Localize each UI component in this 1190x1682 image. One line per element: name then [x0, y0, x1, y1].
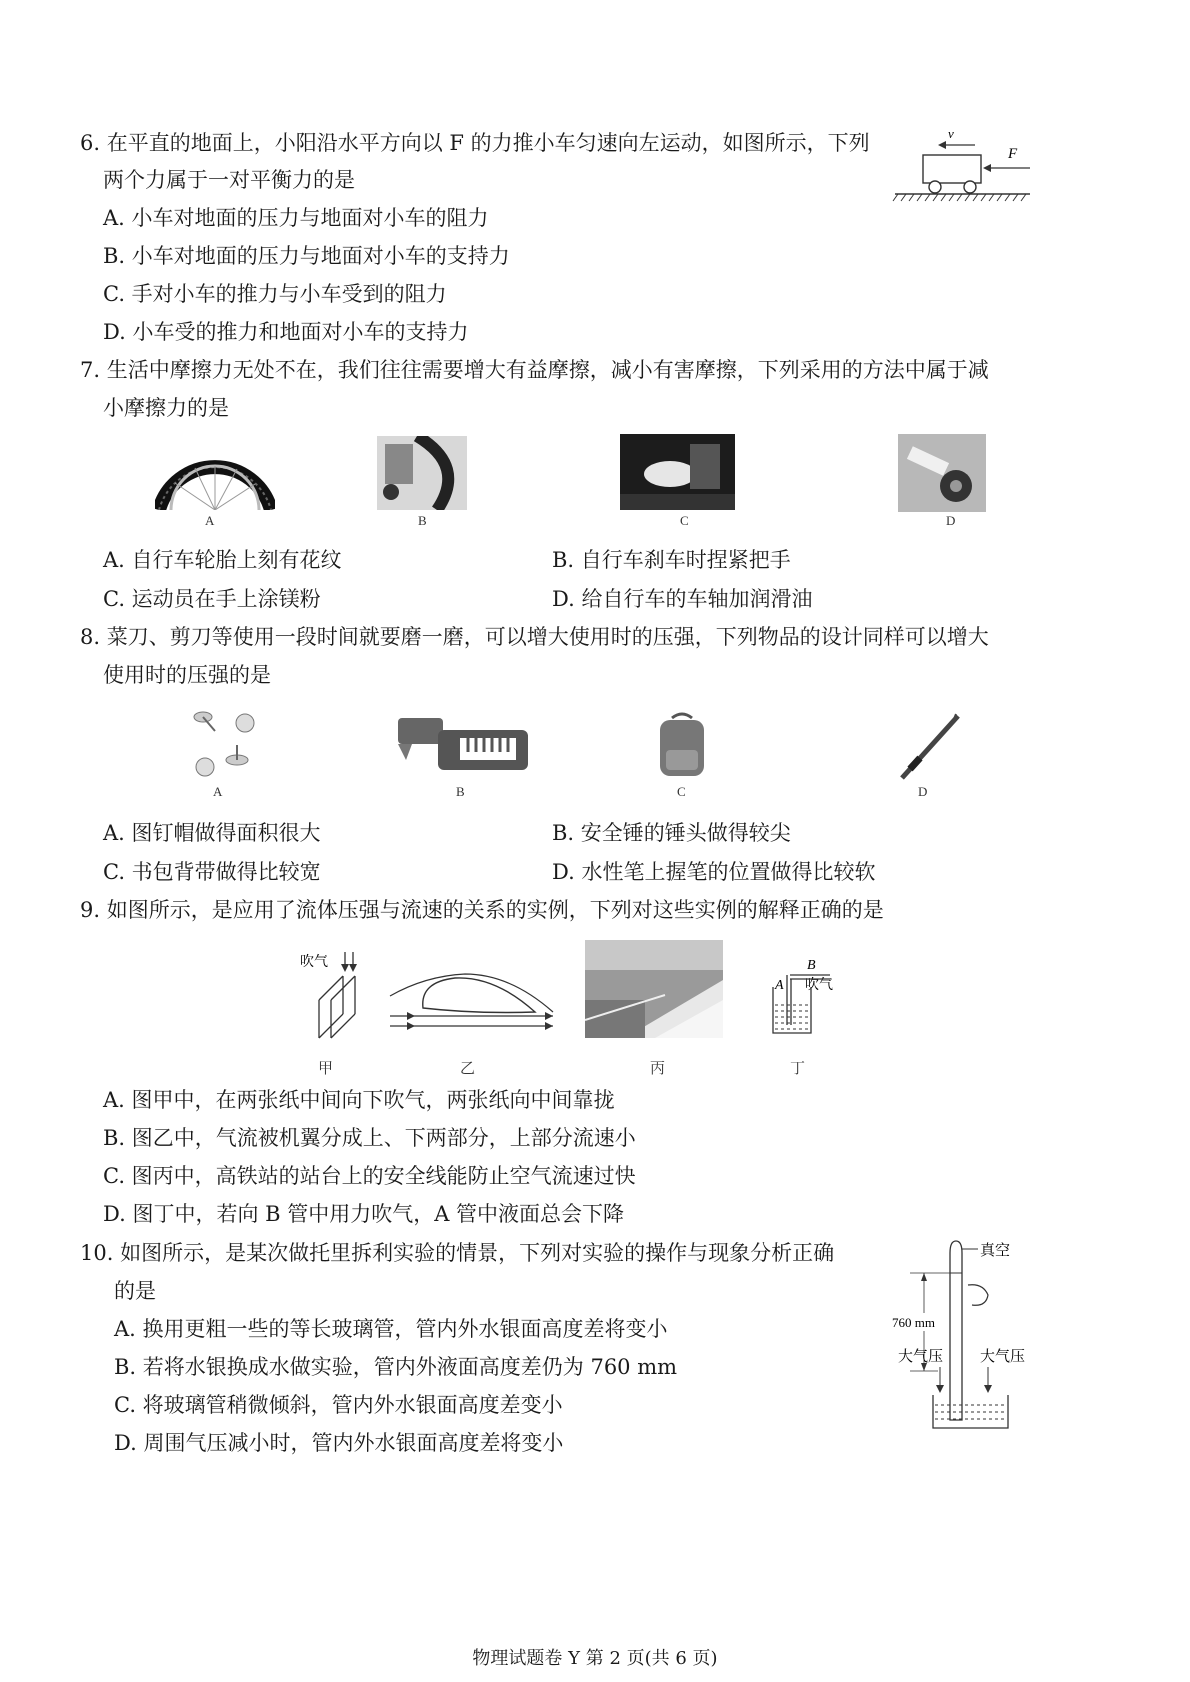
q9-option-a: A. 图甲中，在两张纸中间向下吹气，两张纸向中间靠拢 [103, 1088, 615, 1112]
q9-blow-label-ding: 吹气 [805, 977, 833, 993]
q9-stem: 9. 如图所示，是应用了流体压强与流速的关系的实例，下列对这些实例的解释正确的是 [80, 898, 884, 922]
q9-option-b: B. 图乙中，气流被机翼分成上、下两部分，上部分流速小 [103, 1126, 636, 1150]
q10-atm-left-label: 大气压 [898, 1347, 944, 1365]
q7-option-b: B. 自行车刹车时捏紧把手 [552, 548, 791, 572]
q7-stem-line1: 7. 生活中摩擦力无处不在，我们往往需要增大有益摩擦，减小有害摩擦，下列采用的方法中属于减 [80, 358, 989, 382]
q6-option-d: D. 小车受的推力和地面对小车的支持力 [103, 320, 469, 344]
q6-cart-figure [890, 125, 1040, 210]
q9-figure-label-jia: 甲 [318, 1061, 334, 1077]
q8-figure-label-d: D [918, 784, 928, 799]
q7-image-b-bicycle-brake [377, 436, 467, 510]
q6-option-c: C. 手对小车的推力与小车受到的阻力 [103, 282, 447, 306]
q6-velocity-label: v [948, 126, 954, 141]
q9-figure-jia-papers [295, 950, 375, 1045]
q7-figure-label-b: B [418, 513, 427, 528]
q7-option-d: D. 给自行车的车轴加润滑油 [552, 587, 813, 611]
q9-tube-b-label: B [807, 958, 816, 973]
q8-option-b: B. 安全锤的锤头做得较尖 [552, 821, 791, 845]
q8-image-a-thumbtacks [185, 705, 265, 780]
q6-stem-line1: 6. 在平直的地面上，小阳沿水平方向以 F 的力推小车匀速向左运动，如图所示，下列 [80, 131, 870, 155]
q10-vacuum-label: 真空 [980, 1241, 1011, 1259]
q9-figure-label-bing: 丙 [650, 1061, 666, 1077]
q10-option-b: B. 若将水银换成水做实验，管内外液面高度差仍为 760 mm [114, 1355, 678, 1379]
q6-option-b: B. 小车对地面的压力与地面对小车的支持力 [103, 244, 510, 268]
q10-stem-line1: 10. 如图所示，是某次做托里拆利实验的情景，下列对实验的操作与现象分析正确 [80, 1241, 835, 1265]
q7-option-a: A. 自行车轮胎上刻有花纹 [103, 548, 342, 572]
q10-height-label: 760 mm [892, 1315, 935, 1330]
q9-figure-yi-wing [385, 968, 560, 1038]
q6-stem-line2: 两个力属于一对平衡力的是 [103, 168, 355, 192]
q8-stem-line1: 8. 菜刀、剪刀等使用一段时间就要磨一磨，可以增大使用时的压强，下列物品的设计同样可以增大 [80, 625, 989, 649]
q10-option-a: A. 换用更粗一些的等长玻璃管，管内外水银面高度差将变小 [114, 1317, 668, 1341]
q8-figure-label-c: C [677, 784, 686, 799]
q8-figure-label-a: A [213, 784, 223, 799]
q8-option-d: D. 水性笔上握笔的位置做得比较软 [552, 860, 876, 884]
q8-image-c-backpack [652, 710, 712, 780]
q9-option-d: D. 图丁中，若向 B 管中用力吹气，A 管中液面总会下降 [103, 1202, 625, 1226]
q7-figure-label-d: D [946, 513, 956, 528]
q8-image-b-safety-hammer [398, 710, 538, 780]
q8-figure-label-b: B [456, 784, 465, 799]
q7-image-a-bicycle-tire [155, 438, 275, 510]
q8-stem-line2: 使用时的压强的是 [103, 663, 271, 687]
q9-blow-label: 吹气 [300, 954, 328, 970]
q6-option-a: A. 小车对地面的压力与地面对小车的阻力 [103, 206, 489, 230]
q7-figure-label-c: C [680, 513, 689, 528]
q6-force-label: F [1008, 146, 1018, 162]
q9-figure-bing-train-station [585, 940, 723, 1038]
q7-figure-label-a: A [205, 513, 215, 528]
q9-figure-label-yi: 乙 [460, 1061, 476, 1077]
page-footer: 物理试题卷 Y 第 2 页(共 6 页) [472, 1648, 718, 1669]
q8-option-c: C. 书包背带做得比较宽 [103, 860, 321, 884]
q9-figure-ding-tubes [765, 955, 840, 1037]
q10-stem-line2: 的是 [114, 1279, 156, 1303]
q10-torricelli-figure [888, 1235, 1038, 1440]
q7-image-d-axle-oil [898, 434, 986, 512]
q7-option-c: C. 运动员在手上涂镁粉 [103, 587, 321, 611]
q9-tube-a-label: A [775, 978, 784, 993]
q8-image-d-pen [890, 710, 965, 785]
q9-option-c: C. 图丙中，高铁站的站台上的安全线能防止空气流速过快 [103, 1164, 636, 1188]
q7-stem-line2: 小摩擦力的是 [103, 396, 229, 420]
q7-image-c-athlete-chalk [620, 434, 735, 510]
q10-option-d: D. 周围气压减小时，管内外水银面高度差将变小 [114, 1431, 564, 1455]
q10-atm-right-label: 大气压 [980, 1347, 1026, 1365]
q9-figure-label-ding: 丁 [790, 1061, 806, 1077]
q8-option-a: A. 图钉帽做得面积很大 [103, 821, 321, 845]
q10-option-c: C. 将玻璃管稍微倾斜，管内外水银面高度差变小 [114, 1393, 563, 1417]
